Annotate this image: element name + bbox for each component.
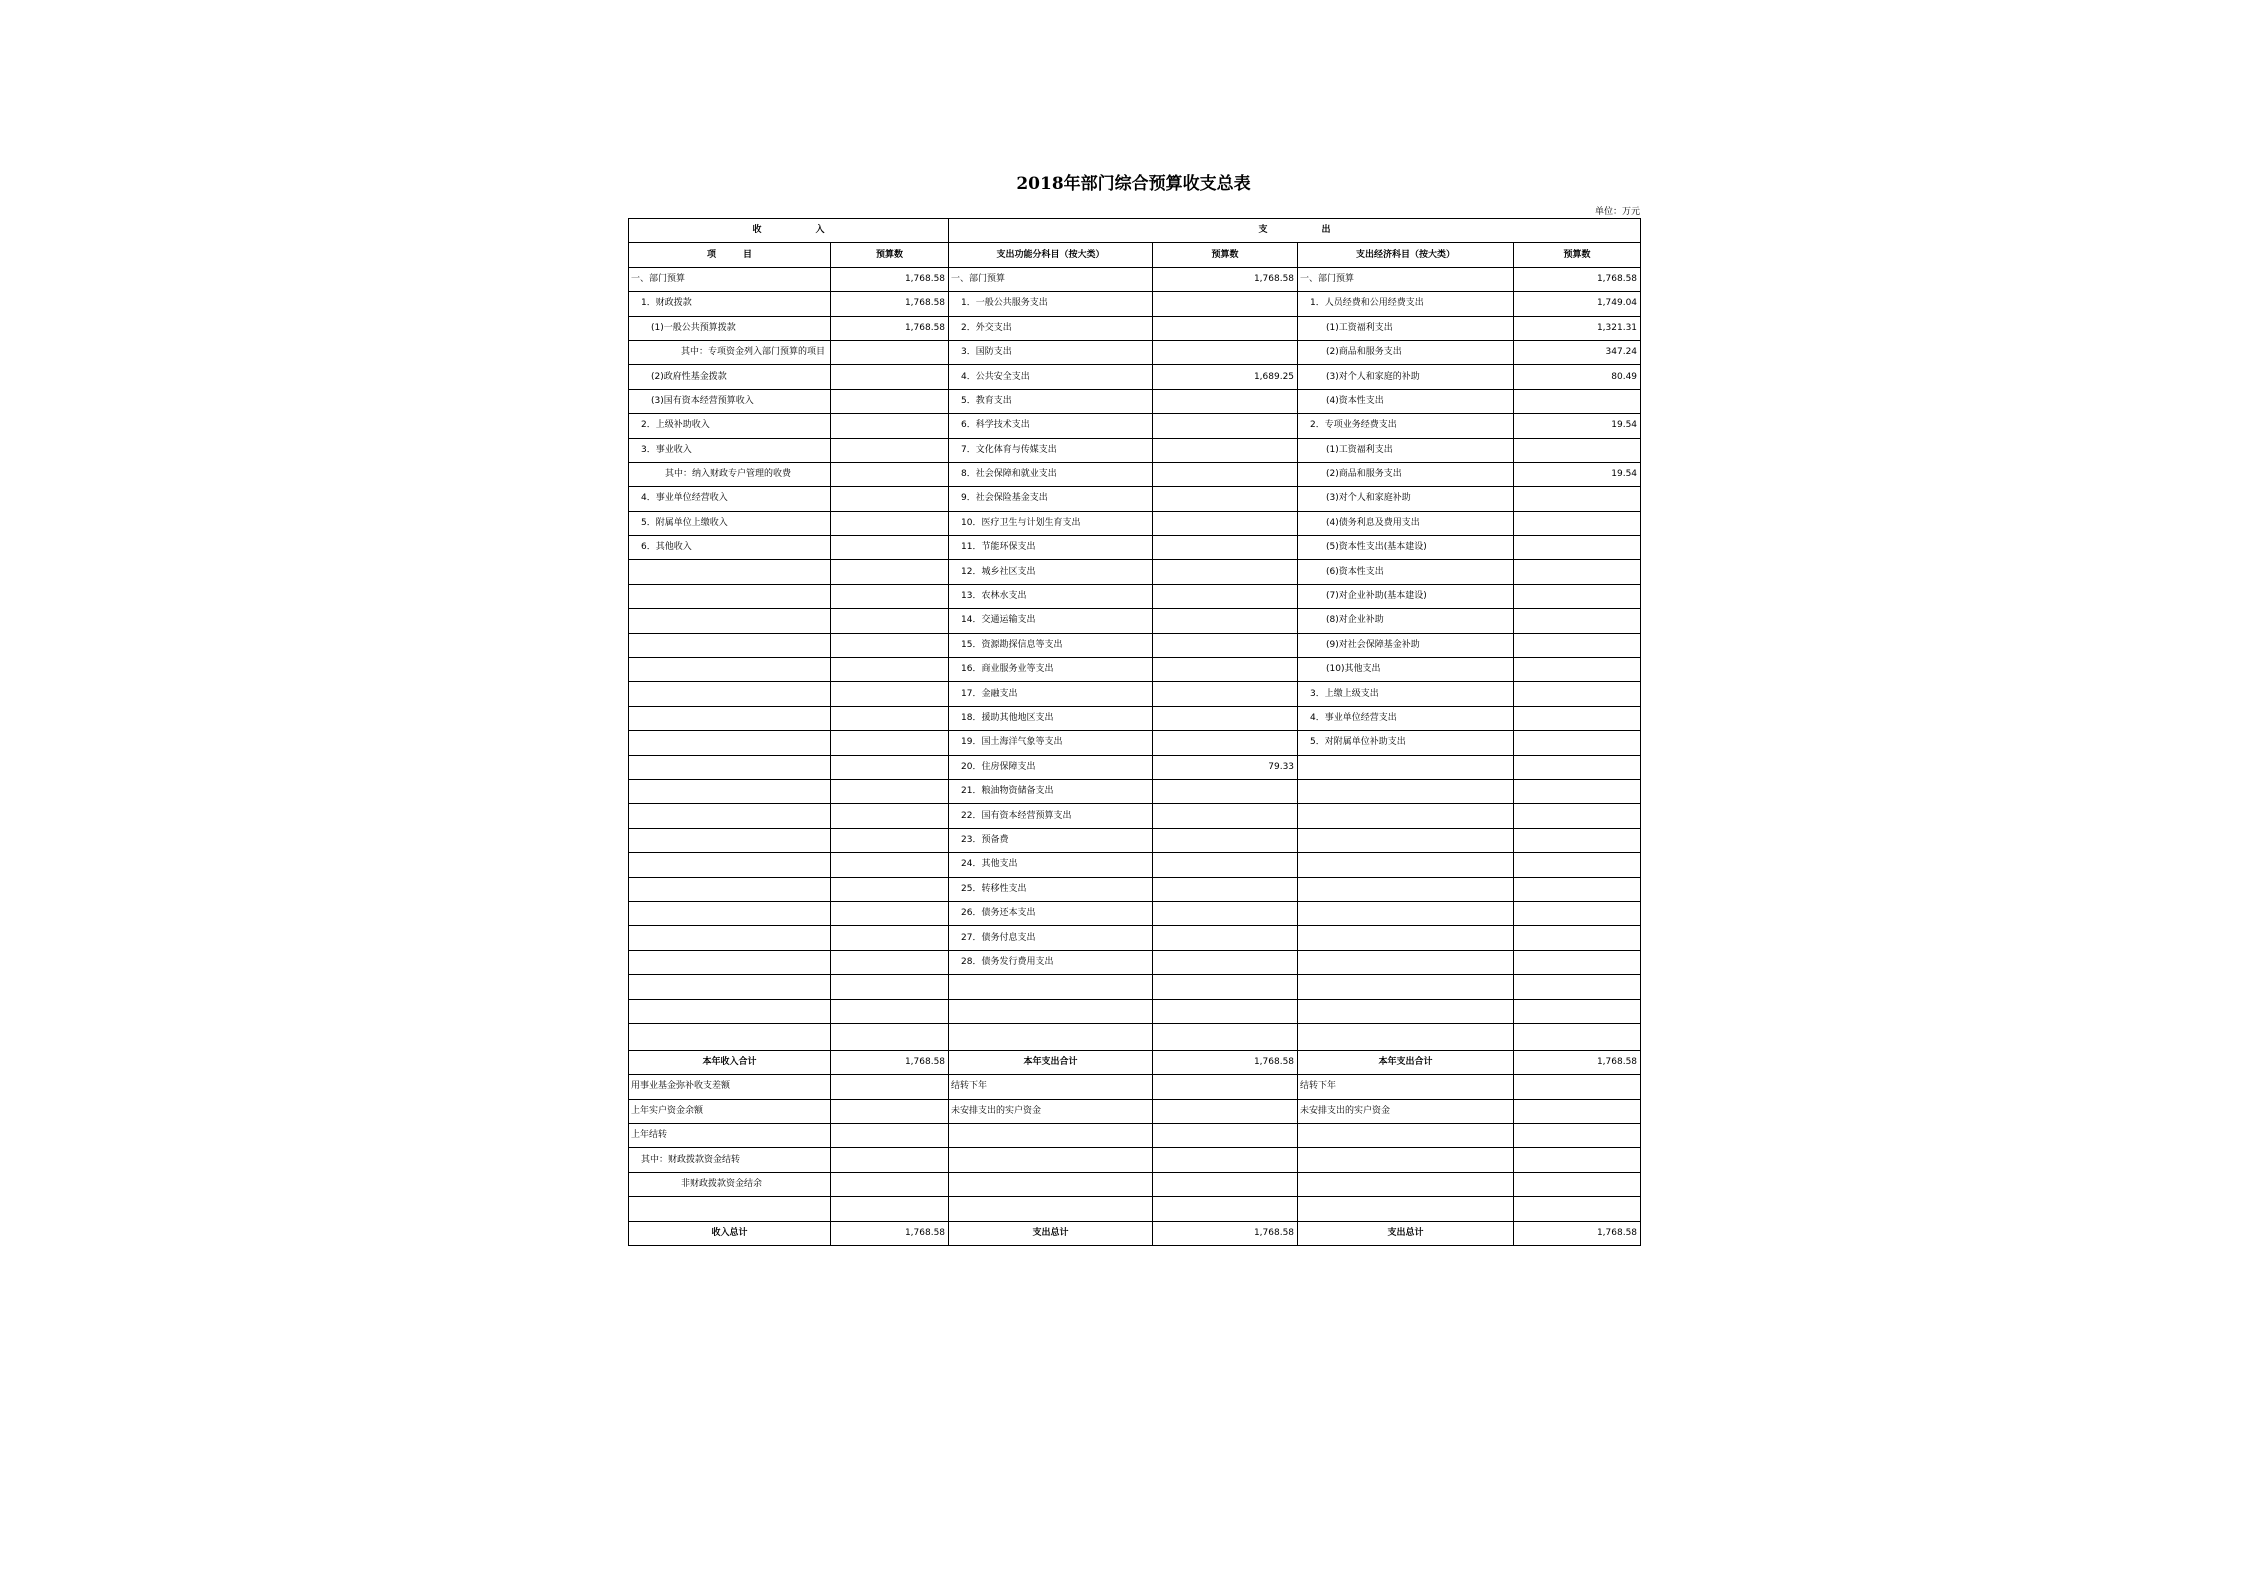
footer-row <box>629 1124 1641 1148</box>
income-footer-value <box>831 1124 949 1148</box>
func-budget-value <box>1153 706 1298 730</box>
econ-expense-item <box>1298 950 1514 974</box>
econ-expense-item: (3)对个人和家庭补助 <box>1298 487 1514 511</box>
func-expense-item: 13．农林水支出 <box>949 584 1153 608</box>
income-budget-value <box>831 609 949 633</box>
footer-row <box>629 1148 1641 1172</box>
econ-budget-value: 347.24 <box>1514 340 1641 364</box>
econ-budget-value <box>1514 609 1641 633</box>
expense-header: 支 出 <box>949 219 1641 243</box>
table-row <box>629 511 1641 535</box>
func-expense-item: 22．国有资本经营预算支出 <box>949 804 1153 828</box>
econ-budget-value: 1,768.58 <box>1514 267 1641 291</box>
econ-expense-item: (6)资本性支出 <box>1298 560 1514 584</box>
header-row-group <box>629 219 1641 243</box>
table-row <box>629 779 1641 803</box>
table-row <box>629 926 1641 950</box>
col-budget-header: 预算数 <box>1153 243 1298 267</box>
econ-budget-value <box>1514 706 1641 730</box>
func-budget-value <box>1153 511 1298 535</box>
econ-expense-item: (1)工资福利支出 <box>1298 438 1514 462</box>
table-row <box>629 267 1641 291</box>
func-expense-item: 7．文化体育与传媒支出 <box>949 438 1153 462</box>
func-footer-item: 结转下年 <box>949 1075 1153 1099</box>
func-budget-value <box>1153 316 1298 340</box>
table-row <box>629 438 1641 462</box>
income-budget-value <box>831 340 949 364</box>
econ-subtotal-label: 本年支出合计 <box>1298 1050 1514 1074</box>
income-footer-value <box>831 1172 949 1196</box>
func-expense-item: 1．一般公共服务支出 <box>949 292 1153 316</box>
econ-expense-item: (8)对企业补助 <box>1298 609 1514 633</box>
income-budget-value: 1,768.58 <box>831 292 949 316</box>
col-item-header: 项 目 <box>629 243 831 267</box>
income-item <box>629 658 831 682</box>
func-expense-item: 21．粮油物资储备支出 <box>949 779 1153 803</box>
income-item <box>629 560 831 584</box>
econ-footer-item: 未安排支出的实户资金 <box>1298 1099 1514 1123</box>
income-item <box>629 731 831 755</box>
func-budget-value <box>1153 560 1298 584</box>
table-row <box>629 560 1641 584</box>
table-row <box>629 340 1641 364</box>
table-row <box>629 950 1641 974</box>
budget-summary-table <box>628 218 1641 1246</box>
func-expense-item: 20．住房保障支出 <box>949 755 1153 779</box>
econ-expense-item: (10)其他支出 <box>1298 658 1514 682</box>
func-budget-value <box>1153 731 1298 755</box>
econ-expense-item: (9)对社会保障基金补助 <box>1298 633 1514 657</box>
econ-expense-item <box>1298 926 1514 950</box>
econ-expense-item: (2)商品和服务支出 <box>1298 462 1514 486</box>
income-item: 1．财政拨款 <box>629 292 831 316</box>
econ-budget-value <box>1514 658 1641 682</box>
func-footer-item <box>949 1124 1153 1148</box>
econ-expense-item: (4)债务利息及费用支出 <box>1298 511 1514 535</box>
func-subtotal-label: 本年支出合计 <box>949 1050 1153 1074</box>
income-item <box>629 828 831 852</box>
income-footer-item: 其中：财政拨款资金结转 <box>629 1148 831 1172</box>
func-expense-item: 10．医疗卫生与计划生育支出 <box>949 511 1153 535</box>
table-row <box>629 731 1641 755</box>
income-budget-value <box>831 755 949 779</box>
income-budget-value <box>831 462 949 486</box>
blank-cell <box>1153 999 1298 1023</box>
econ-expense-item <box>1298 853 1514 877</box>
func-footer-value <box>1153 1124 1298 1148</box>
econ-budget-value <box>1514 950 1641 974</box>
income-footer-value <box>831 1148 949 1172</box>
income-budget-value <box>831 804 949 828</box>
econ-budget-value: 80.49 <box>1514 365 1641 389</box>
income-item: 2．上级补助收入 <box>629 414 831 438</box>
blank-cell <box>1514 975 1641 999</box>
income-subtotal-value: 1,768.58 <box>831 1050 949 1074</box>
func-budget-value <box>1153 584 1298 608</box>
func-expense-item: 18．援助其他地区支出 <box>949 706 1153 730</box>
func-budget-value: 1,689.25 <box>1153 365 1298 389</box>
income-total-value: 1,768.58 <box>831 1221 949 1245</box>
func-expense-item: 19．国土海洋气象等支出 <box>949 731 1153 755</box>
blank-cell <box>949 1023 1153 1050</box>
func-expense-item: 12．城乡社区支出 <box>949 560 1153 584</box>
econ-expense-item: 3．上缴上级支出 <box>1298 682 1514 706</box>
blank-cell <box>1514 1023 1641 1050</box>
econ-footer-value <box>1514 1124 1641 1148</box>
table-row <box>629 804 1641 828</box>
blank-cell <box>1153 1023 1298 1050</box>
econ-footer-item: 结转下年 <box>1298 1075 1514 1099</box>
income-budget-value <box>831 584 949 608</box>
func-budget-value <box>1153 950 1298 974</box>
income-item <box>629 950 831 974</box>
econ-budget-value: 1,749.04 <box>1514 292 1641 316</box>
income-item: 其中：纳入财政专户管理的收费 <box>629 462 831 486</box>
econ-subtotal-value: 1,768.58 <box>1514 1050 1641 1074</box>
func-expense-item: 9．社会保险基金支出 <box>949 487 1153 511</box>
func-budget-value <box>1153 389 1298 413</box>
func-budget-value <box>1153 901 1298 925</box>
econ-budget-value <box>1514 901 1641 925</box>
func-expense-item: 4．公共安全支出 <box>949 365 1153 389</box>
income-item <box>629 584 831 608</box>
func-total-value: 1,768.58 <box>1153 1221 1298 1245</box>
income-budget-value: 1,768.58 <box>831 267 949 291</box>
table-row <box>629 584 1641 608</box>
blank-cell <box>831 975 949 999</box>
income-budget-value <box>831 901 949 925</box>
func-budget-value: 79.33 <box>1153 755 1298 779</box>
func-footer-value <box>1153 1148 1298 1172</box>
income-budget-value <box>831 365 949 389</box>
econ-budget-value <box>1514 487 1641 511</box>
table-row <box>629 706 1641 730</box>
func-expense-item: 8．社会保障和就业支出 <box>949 462 1153 486</box>
header-row-columns <box>629 243 1641 267</box>
func-budget-value <box>1153 853 1298 877</box>
econ-budget-value <box>1514 389 1641 413</box>
income-item: 3．事业收入 <box>629 438 831 462</box>
func-footer-value <box>1153 1075 1298 1099</box>
func-expense-item: 11．节能环保支出 <box>949 536 1153 560</box>
table-row <box>629 901 1641 925</box>
econ-expense-item: 1．人员经费和公用经费支出 <box>1298 292 1514 316</box>
econ-budget-value <box>1514 755 1641 779</box>
econ-total-label: 支出总计 <box>1298 1221 1514 1245</box>
econ-footer-item <box>1298 1148 1514 1172</box>
econ-expense-item: (7)对企业补助(基本建设) <box>1298 584 1514 608</box>
col-budget-header: 预算数 <box>831 243 949 267</box>
col-budget-header: 预算数 <box>1514 243 1641 267</box>
income-budget-value <box>831 950 949 974</box>
func-expense-item: 14．交通运输支出 <box>949 609 1153 633</box>
econ-expense-item: (1)工资福利支出 <box>1298 316 1514 340</box>
unit-note: 单位：万元 <box>1594 207 1640 217</box>
income-budget-value <box>831 706 949 730</box>
econ-footer-item <box>1298 1124 1514 1148</box>
income-footer-value <box>831 1075 949 1099</box>
func-budget-value <box>1153 779 1298 803</box>
income-budget-value <box>831 511 949 535</box>
func-footer-item <box>949 1148 1153 1172</box>
income-item: 一、部门预算 <box>629 267 831 291</box>
econ-footer-value <box>1514 1075 1641 1099</box>
func-budget-value <box>1153 438 1298 462</box>
econ-expense-item: 2．专项业务经费支出 <box>1298 414 1514 438</box>
income-budget-value: 1,768.58 <box>831 316 949 340</box>
func-budget-value <box>1153 340 1298 364</box>
blank-cell <box>629 975 831 999</box>
func-budget-value <box>1153 609 1298 633</box>
func-expense-item: 17．金融支出 <box>949 682 1153 706</box>
income-item <box>629 853 831 877</box>
econ-budget-value <box>1514 853 1641 877</box>
func-footer-item <box>949 1172 1153 1196</box>
blank-cell <box>831 999 949 1023</box>
func-budget-value <box>1153 828 1298 852</box>
blank-cell <box>1298 1023 1514 1050</box>
total-row <box>629 1221 1641 1245</box>
income-item: (3)国有资本经营预算收入 <box>629 389 831 413</box>
blank-cell <box>949 1197 1153 1221</box>
income-item <box>629 755 831 779</box>
blank-cell <box>1298 999 1514 1023</box>
func-budget-value <box>1153 682 1298 706</box>
table-row <box>629 365 1641 389</box>
blank-row <box>629 975 1641 999</box>
table-row <box>629 487 1641 511</box>
income-item <box>629 901 831 925</box>
income-item <box>629 706 831 730</box>
econ-expense-item <box>1298 779 1514 803</box>
blank-cell <box>1153 1197 1298 1221</box>
blank-cell <box>1153 975 1298 999</box>
blank-cell <box>949 975 1153 999</box>
econ-footer-value <box>1514 1148 1641 1172</box>
econ-budget-value <box>1514 511 1641 535</box>
econ-expense-item <box>1298 877 1514 901</box>
table-row <box>629 414 1641 438</box>
income-budget-value <box>831 389 949 413</box>
func-expense-item: 15．资源勘探信息等支出 <box>949 633 1153 657</box>
income-budget-value <box>831 731 949 755</box>
econ-expense-item: 4．事业单位经营支出 <box>1298 706 1514 730</box>
func-expense-item: 27．债务付息支出 <box>949 926 1153 950</box>
table-row <box>629 536 1641 560</box>
income-item <box>629 804 831 828</box>
table-row <box>629 658 1641 682</box>
econ-total-value: 1,768.58 <box>1514 1221 1641 1245</box>
income-item <box>629 926 831 950</box>
income-item <box>629 682 831 706</box>
econ-expense-item <box>1298 755 1514 779</box>
income-budget-value <box>831 487 949 511</box>
footer-row <box>629 1099 1641 1123</box>
table-row <box>629 316 1641 340</box>
econ-budget-value <box>1514 926 1641 950</box>
income-budget-value <box>831 658 949 682</box>
econ-budget-value <box>1514 877 1641 901</box>
income-budget-value <box>831 682 949 706</box>
func-footer-value <box>1153 1099 1298 1123</box>
income-item <box>629 633 831 657</box>
func-expense-item: 28．债务发行费用支出 <box>949 950 1153 974</box>
econ-expense-item: (5)资本性支出(基本建设) <box>1298 536 1514 560</box>
col-func-header: 支出功能分科目（按大类） <box>949 243 1153 267</box>
income-item <box>629 609 831 633</box>
income-footer-item: 上年实户资金余额 <box>629 1099 831 1123</box>
income-item <box>629 877 831 901</box>
func-budget-value: 1,768.58 <box>1153 267 1298 291</box>
blank-cell <box>629 1197 831 1221</box>
income-item: 其中：专项资金列入部门预算的项目 <box>629 340 831 364</box>
econ-expense-item: 一、部门预算 <box>1298 267 1514 291</box>
econ-footer-value <box>1514 1172 1641 1196</box>
blank-cell <box>831 1023 949 1050</box>
income-budget-value <box>831 414 949 438</box>
econ-expense-item: (2)商品和服务支出 <box>1298 340 1514 364</box>
func-budget-value <box>1153 292 1298 316</box>
func-budget-value <box>1153 804 1298 828</box>
func-expense-item: 25．转移性支出 <box>949 877 1153 901</box>
blank-cell <box>1514 999 1641 1023</box>
econ-budget-value <box>1514 560 1641 584</box>
func-budget-value <box>1153 926 1298 950</box>
blank-cell <box>629 1023 831 1050</box>
func-expense-item: 2．外交支出 <box>949 316 1153 340</box>
income-budget-value <box>831 536 949 560</box>
blank-row <box>629 1023 1641 1050</box>
blank-cell <box>1298 1197 1514 1221</box>
income-item: 5．附属单位上缴收入 <box>629 511 831 535</box>
table-row <box>629 462 1641 486</box>
econ-footer-value <box>1514 1099 1641 1123</box>
econ-budget-value <box>1514 682 1641 706</box>
func-budget-value <box>1153 658 1298 682</box>
func-budget-value <box>1153 462 1298 486</box>
income-footer-value <box>831 1099 949 1123</box>
table-row <box>629 853 1641 877</box>
blank-row <box>629 999 1641 1023</box>
func-expense-item: 16．商业服务业等支出 <box>949 658 1153 682</box>
func-footer-item: 未安排支出的实户资金 <box>949 1099 1153 1123</box>
econ-expense-item <box>1298 804 1514 828</box>
econ-expense-item: 5．对附属单位补助支出 <box>1298 731 1514 755</box>
footer-row <box>629 1172 1641 1196</box>
table-row <box>629 877 1641 901</box>
income-budget-value <box>831 877 949 901</box>
income-total-label: 收入总计 <box>629 1221 831 1245</box>
econ-expense-item: (4)资本性支出 <box>1298 389 1514 413</box>
income-budget-value <box>831 779 949 803</box>
econ-budget-value <box>1514 828 1641 852</box>
func-expense-item: 26．债务还本支出 <box>949 901 1153 925</box>
subtotal-row <box>629 1050 1641 1074</box>
func-budget-value <box>1153 414 1298 438</box>
func-budget-value <box>1153 487 1298 511</box>
econ-budget-value: 1,321.31 <box>1514 316 1641 340</box>
func-expense-item: 6．科学技术支出 <box>949 414 1153 438</box>
econ-footer-item <box>1298 1172 1514 1196</box>
func-footer-value <box>1153 1172 1298 1196</box>
income-item: (1)一般公共预算拨款 <box>629 316 831 340</box>
income-budget-value <box>831 560 949 584</box>
blank-cell <box>949 999 1153 1023</box>
col-econ-header: 支出经济科目（按大类） <box>1298 243 1514 267</box>
func-budget-value <box>1153 633 1298 657</box>
income-budget-value <box>831 853 949 877</box>
table-row <box>629 682 1641 706</box>
blank-cell <box>629 999 831 1023</box>
blank-row <box>629 1197 1641 1221</box>
econ-expense-item <box>1298 901 1514 925</box>
income-budget-value <box>831 926 949 950</box>
income-header: 收 入 <box>629 219 949 243</box>
func-total-label: 支出总计 <box>949 1221 1153 1245</box>
econ-budget-value <box>1514 438 1641 462</box>
income-item <box>629 779 831 803</box>
income-item: 4．事业单位经营收入 <box>629 487 831 511</box>
econ-budget-value: 19.54 <box>1514 462 1641 486</box>
table-row <box>629 389 1641 413</box>
econ-budget-value <box>1514 584 1641 608</box>
econ-budget-value <box>1514 779 1641 803</box>
income-item: 6．其他收入 <box>629 536 831 560</box>
econ-expense-item: (3)对个人和家庭的补助 <box>1298 365 1514 389</box>
func-expense-item: 5．教育支出 <box>949 389 1153 413</box>
func-expense-item: 24．其他支出 <box>949 853 1153 877</box>
income-item: (2)政府性基金拨款 <box>629 365 831 389</box>
table-row <box>629 609 1641 633</box>
econ-expense-item <box>1298 828 1514 852</box>
func-expense-item: 3．国防支出 <box>949 340 1153 364</box>
table-row <box>629 633 1641 657</box>
blank-cell <box>1298 975 1514 999</box>
func-subtotal-value: 1,768.58 <box>1153 1050 1298 1074</box>
blank-cell <box>831 1197 949 1221</box>
func-expense-item: 23．预备费 <box>949 828 1153 852</box>
table-row <box>629 292 1641 316</box>
econ-budget-value <box>1514 633 1641 657</box>
table-row <box>629 755 1641 779</box>
func-budget-value <box>1153 536 1298 560</box>
income-footer-item: 上年结转 <box>629 1124 831 1148</box>
income-footer-item: 非财政拨款资金结余 <box>629 1172 831 1196</box>
page-title: 2018年部门综合预算收支总表 <box>1016 174 1251 194</box>
econ-budget-value <box>1514 536 1641 560</box>
table-row <box>629 828 1641 852</box>
income-budget-value <box>831 828 949 852</box>
blank-cell <box>1514 1197 1641 1221</box>
footer-row <box>629 1075 1641 1099</box>
income-budget-value <box>831 438 949 462</box>
econ-budget-value: 19.54 <box>1514 414 1641 438</box>
econ-budget-value <box>1514 804 1641 828</box>
econ-budget-value <box>1514 731 1641 755</box>
income-budget-value <box>831 633 949 657</box>
income-subtotal-label: 本年收入合计 <box>629 1050 831 1074</box>
func-expense-item: 一、部门预算 <box>949 267 1153 291</box>
func-budget-value <box>1153 877 1298 901</box>
income-footer-item: 用事业基金弥补收支差额 <box>629 1075 831 1099</box>
